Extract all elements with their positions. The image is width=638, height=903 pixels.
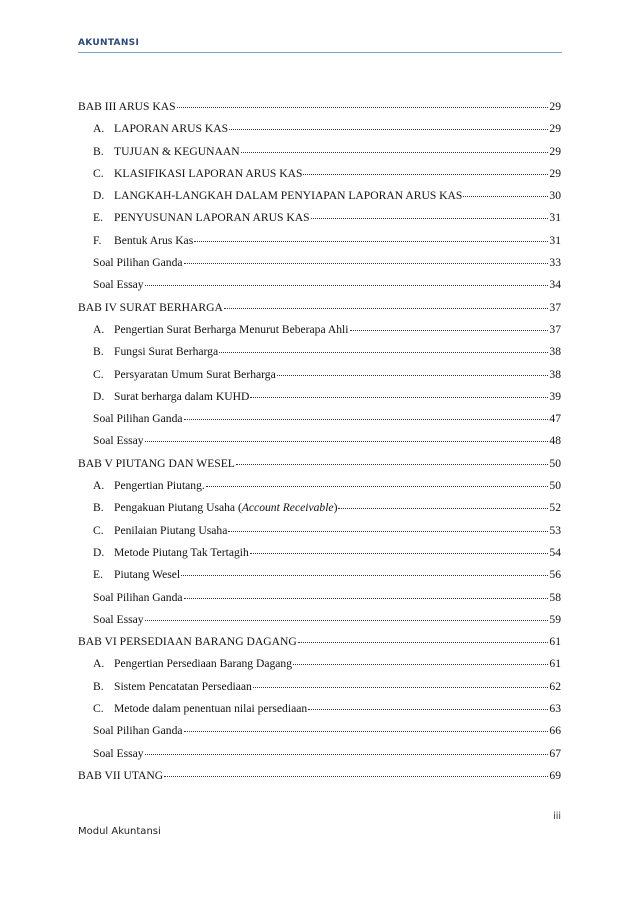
toc-entry-page: 67	[549, 746, 561, 760]
toc-entry[interactable]	[78, 591, 561, 613]
toc-entry[interactable]	[78, 680, 561, 702]
toc-entry-title-text: Pengertian Piutang.	[114, 479, 205, 493]
toc-dot-leader	[350, 330, 549, 331]
toc-dot-leader	[177, 107, 549, 108]
toc-entry-page: 30	[549, 189, 561, 203]
toc-entry-marker: A.	[93, 479, 105, 493]
toc-dot-leader	[224, 308, 549, 309]
toc-entry-title-text: Soal Pilihan Ganda	[93, 412, 183, 426]
toc-entry[interactable]	[78, 702, 561, 724]
toc-entry[interactable]	[78, 234, 561, 256]
toc-entry-marker: B.	[93, 144, 104, 158]
toc-entry[interactable]	[78, 189, 561, 211]
toc-entry-title	[93, 724, 183, 737]
toc-entry[interactable]	[78, 635, 561, 657]
toc-entry-page: 56	[549, 568, 561, 582]
toc-entry-page: 61	[549, 657, 561, 671]
toc-entry-title-text: Soal Essay	[93, 278, 144, 292]
toc-entry[interactable]	[78, 501, 561, 523]
page-number: iii	[553, 811, 561, 822]
table-of-contents	[78, 100, 561, 791]
toc-dot-leader	[293, 664, 548, 665]
toc-entry-title-text: LANGKAH-LANGKAH DALAM PENYIAPAN LAPORAN ARUS KAS	[114, 189, 463, 203]
toc-entry-marker: B.	[93, 501, 104, 515]
toc-entry-page: 50	[549, 479, 561, 493]
toc-entry-title	[114, 546, 249, 559]
toc-dot-leader	[194, 241, 548, 242]
toc-dot-leader	[145, 285, 549, 286]
toc-dot-leader	[311, 218, 549, 219]
toc-entry-title	[114, 368, 276, 381]
toc-entry[interactable]	[78, 568, 561, 590]
toc-entry-title-text: Soal Pilihan Ganda	[93, 724, 183, 738]
toc-entry-title-text: BAB IV SURAT BERHARGA	[78, 300, 223, 314]
toc-entry-title	[93, 747, 144, 760]
toc-entry-title-text: BAB V PIUTANG DAN WESEL	[78, 456, 235, 470]
toc-entry-page: 39	[549, 389, 561, 403]
toc-entry-page: 54	[549, 545, 561, 559]
toc-entry-title-text: Pengertian Surat Berharga Menurut Beberapa Ahli	[114, 322, 349, 336]
toc-entry-title-text: Piutang Wesel	[114, 568, 181, 582]
toc-entry-title	[114, 345, 218, 358]
toc-entry[interactable]	[78, 301, 561, 323]
toc-entry-marker: C.	[93, 367, 104, 381]
toc-dot-leader	[250, 397, 548, 398]
toc-entry-title	[114, 234, 193, 247]
toc-dot-leader	[298, 642, 549, 643]
toc-entry-marker: D.	[93, 389, 105, 403]
toc-entry-page: 37	[549, 300, 561, 314]
toc-entry-title	[114, 211, 310, 224]
toc-dot-leader	[145, 620, 549, 621]
toc-entry-title	[114, 122, 228, 135]
toc-entry[interactable]	[78, 390, 561, 412]
toc-entry[interactable]	[78, 457, 561, 479]
toc-entry-marker: E.	[93, 568, 103, 582]
toc-entry-marker: C.	[93, 702, 104, 716]
toc-entry[interactable]	[78, 479, 561, 501]
toc-entry-title	[114, 323, 349, 336]
toc-entry-marker: C.	[93, 523, 104, 537]
toc-entry-page: 59	[549, 612, 561, 626]
toc-entry-page: 33	[549, 256, 561, 270]
toc-entry-title-text: BAB VI PERSEDIAAN BARANG DAGANG	[78, 635, 297, 649]
toc-dot-leader	[184, 419, 549, 420]
toc-dot-leader	[303, 174, 548, 175]
toc-dot-leader	[277, 375, 549, 376]
toc-dot-leader	[184, 731, 549, 732]
toc-dot-leader	[164, 776, 548, 777]
toc-entry-title-text: Soal Essay	[93, 746, 144, 760]
toc-entry[interactable]	[78, 345, 561, 367]
toc-entry-page: 53	[549, 523, 561, 537]
toc-entry[interactable]	[78, 100, 561, 122]
running-header-title: AKUNTANSI	[78, 38, 140, 48]
toc-entry[interactable]	[78, 769, 561, 791]
toc-entry-marker: C.	[93, 166, 104, 180]
toc-entry-title-text: BAB III ARUS KAS	[78, 100, 176, 113]
toc-dot-leader	[184, 598, 549, 599]
toc-entry-title	[93, 591, 183, 604]
toc-dot-leader	[250, 553, 549, 554]
toc-entry-page: 29	[549, 100, 561, 113]
toc-dot-leader	[253, 687, 549, 688]
toc-entry-marker: A.	[93, 322, 105, 336]
toc-entry-title-text: Bentuk Arus Kas	[114, 233, 194, 247]
toc-entry-title-text: Penilaian Piutang Usaha	[114, 523, 228, 537]
toc-entry[interactable]	[78, 122, 561, 144]
toc-entry-title-text: Surat berharga dalam KUHD	[114, 389, 250, 403]
toc-entry-page: 52	[549, 501, 561, 515]
toc-entry-title-text: Metode Piutang Tak Tertagih	[114, 545, 249, 559]
toc-entry-page: 61	[549, 635, 561, 649]
toc-entry-title	[93, 278, 144, 291]
toc-entry-title	[93, 613, 144, 626]
toc-entry-title-text: KLASIFIKASI LAPORAN ARUS KAS	[114, 166, 303, 180]
toc-entry-marker: F.	[93, 233, 102, 247]
toc-entry-title-text: Soal Essay	[93, 612, 144, 626]
toc-dot-leader	[219, 352, 548, 353]
toc-entry-title	[114, 524, 227, 537]
toc-entry-title-text: Soal Essay	[93, 434, 144, 448]
toc-entry-page: 66	[549, 724, 561, 738]
toc-entry-title-text: Persyaratan Umum Surat Berharga	[114, 367, 276, 381]
toc-entry[interactable]	[78, 278, 561, 300]
toc-entry-title	[78, 769, 163, 782]
toc-entry-marker: A.	[93, 122, 105, 136]
toc-entry-title	[114, 657, 292, 670]
toc-entry-page: 47	[549, 412, 561, 426]
toc-entry-page: 38	[549, 367, 561, 381]
toc-dot-leader	[206, 486, 549, 487]
toc-entry-title-text: Pengertian Persediaan Barang Dagang	[114, 657, 293, 671]
toc-entry[interactable]	[78, 657, 561, 679]
toc-entry[interactable]	[78, 145, 561, 167]
toc-entry-title	[78, 457, 235, 470]
toc-entry-page: 58	[549, 590, 561, 604]
toc-entry-marker: B.	[93, 679, 104, 693]
toc-entry-page: 31	[549, 233, 561, 247]
toc-dot-leader	[184, 263, 549, 264]
toc-dot-leader	[463, 196, 548, 197]
toc-entry-title-text: Soal Pilihan Ganda	[93, 256, 183, 270]
toc-entry[interactable]	[78, 256, 561, 278]
toc-entry[interactable]	[78, 412, 561, 434]
toc-entry-page: 38	[549, 345, 561, 359]
toc-dot-leader	[229, 129, 548, 130]
toc-entry-title	[93, 412, 183, 425]
toc-entry[interactable]	[78, 323, 561, 345]
toc-entry[interactable]	[78, 211, 561, 233]
toc-entry-page: 37	[549, 322, 561, 336]
toc-entry-title	[114, 390, 249, 403]
toc-entry-title-text: Fungsi Surat Berharga	[114, 345, 219, 359]
footer-text: Modul Akuntansi	[78, 826, 161, 837]
toc-entry-title	[114, 145, 240, 158]
toc-entry-title	[78, 301, 223, 314]
toc-entry-title	[78, 100, 176, 113]
toc-entry[interactable]	[78, 524, 561, 546]
toc-dot-leader	[236, 464, 549, 465]
toc-entry[interactable]	[78, 167, 561, 189]
toc-entry-page: 29	[549, 144, 561, 158]
toc-entry-marker: E.	[93, 211, 103, 225]
toc-entry-title	[114, 167, 302, 180]
toc-dot-leader	[308, 709, 548, 710]
toc-dot-leader	[181, 575, 548, 576]
toc-entry-title	[93, 434, 144, 447]
toc-dot-leader	[228, 531, 548, 532]
toc-entry-page: 48	[549, 434, 561, 448]
toc-entry-title-italic: Account Receivable	[241, 501, 334, 515]
toc-entry-page: 63	[549, 702, 561, 716]
toc-entry-title	[114, 479, 205, 492]
toc-dot-leader	[145, 441, 549, 442]
toc-entry[interactable]	[78, 724, 561, 746]
toc-entry-page: 50	[549, 456, 561, 470]
toc-entry-title-text: BAB VII UTANG	[78, 768, 164, 782]
toc-entry-title	[114, 568, 180, 581]
toc-entry[interactable]	[78, 368, 561, 390]
toc-entry-page: 34	[549, 278, 561, 292]
toc-dot-leader	[241, 152, 549, 153]
toc-entry[interactable]	[78, 546, 561, 568]
toc-entry-title-text: Soal Pilihan Ganda	[93, 590, 183, 604]
toc-entry-title	[93, 256, 183, 269]
toc-entry-marker: A.	[93, 657, 105, 671]
toc-entry[interactable]	[78, 747, 561, 769]
toc-entry[interactable]	[78, 613, 561, 635]
toc-entry-page: 31	[549, 211, 561, 225]
toc-entry-title-text: Sistem Pencatatan Persediaan	[114, 679, 252, 693]
toc-entry-title	[78, 635, 297, 648]
toc-entry-page: 29	[549, 166, 561, 180]
toc-entry-page: 69	[549, 768, 561, 782]
toc-entry-page: 29	[549, 122, 561, 136]
toc-entry-title	[114, 680, 252, 693]
toc-dot-leader	[338, 508, 548, 509]
toc-entry[interactable]	[78, 434, 561, 456]
toc-entry-title	[114, 702, 307, 715]
toc-entry-title	[114, 501, 337, 514]
toc-entry-title-text: PENYUSUNAN LAPORAN ARUS KAS	[114, 211, 310, 225]
toc-dot-leader	[145, 754, 549, 755]
toc-entry-marker: D.	[93, 545, 105, 559]
toc-entry-title-suffix: )	[333, 501, 338, 515]
toc-entry-marker: D.	[93, 189, 105, 203]
toc-entry-marker: B.	[93, 345, 104, 359]
toc-entry-title-text: Pengakuan Piutang Usaha (	[114, 501, 242, 515]
toc-entry-title-text: TUJUAN & KEGUNAAN	[114, 144, 240, 158]
toc-entry-page: 62	[549, 679, 561, 693]
toc-entry-title-text: Metode dalam penentuan nilai persediaan	[114, 702, 308, 716]
toc-entry-title	[114, 189, 462, 202]
toc-entry-title-text: LAPORAN ARUS KAS	[114, 122, 229, 136]
header-rule	[78, 52, 562, 53]
